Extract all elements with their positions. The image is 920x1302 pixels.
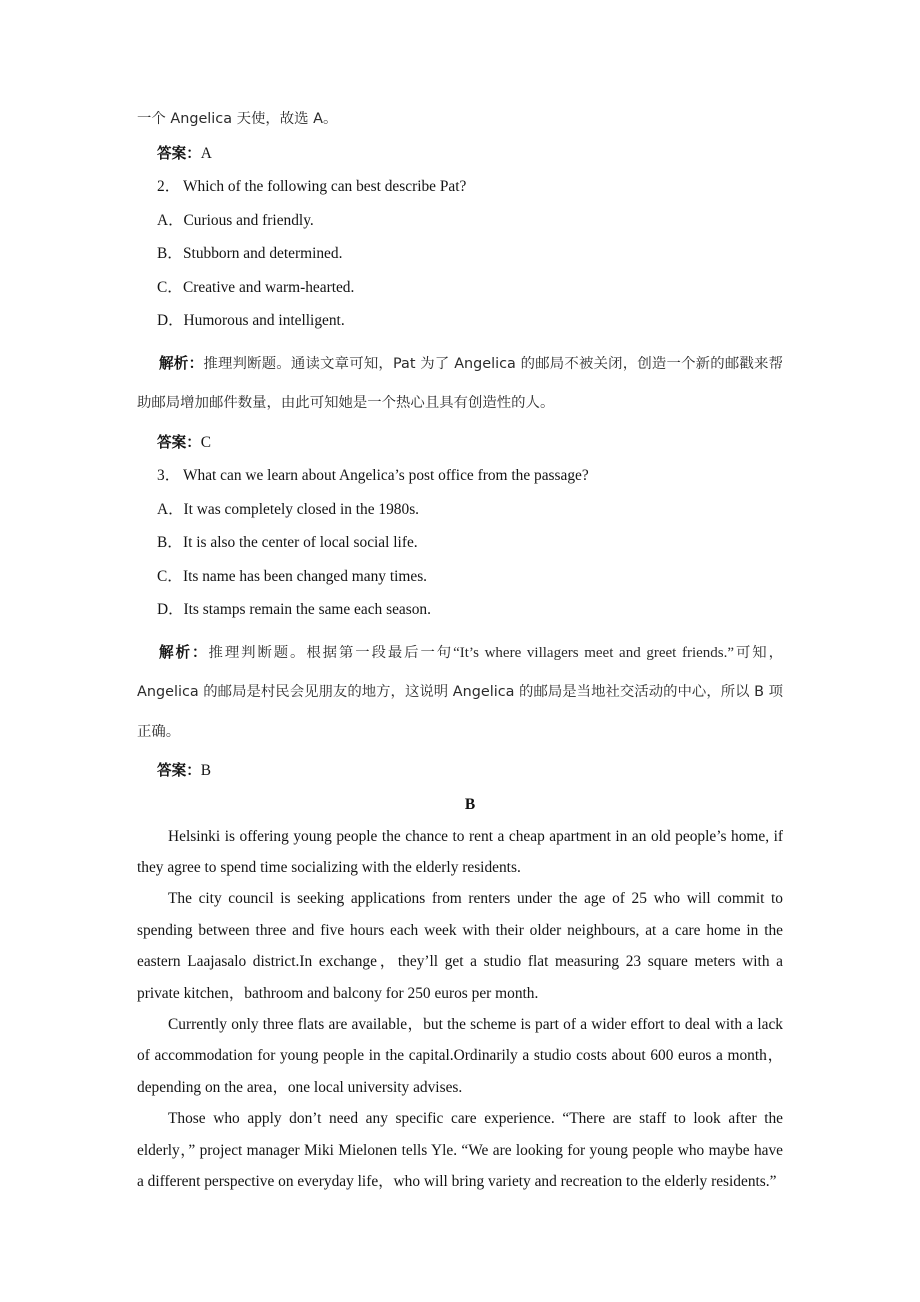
answer-label: 答案：: [157, 144, 201, 162]
answer-row-3: [157, 754, 783, 788]
option-text: Creative and warm-hearted.: [183, 278, 355, 296]
option-text: It is also the center of local social life.: [183, 534, 418, 551]
option-text: It was completely closed in the 1980s.: [183, 500, 420, 518]
option-text: Stubborn and determined.: [183, 245, 343, 262]
explanation-text: 推理判断题。通读文章可知，Pat 为了 Angelica 的邮局不被关闭，创造一个新的邮戳来帮助邮局增加邮件数量，由此可知她是一个热心且具有创造性的人。: [137, 355, 783, 411]
option-row: [157, 304, 783, 338]
option-text: Curious and friendly.: [183, 211, 314, 229]
answer-label: 答案：: [157, 433, 201, 451]
page-content: [137, 103, 783, 1197]
option-letter: A．: [157, 211, 184, 229]
question-3-stem-row: [157, 459, 783, 493]
explanation-text-part1: 推理判断题。根据第一段最后一句: [208, 644, 454, 661]
option-letter: D．: [157, 601, 184, 618]
option-text: Its stamps remain the same each season.: [183, 601, 431, 618]
option-letter: C．: [157, 278, 183, 296]
question-2-stem-row: [157, 170, 783, 204]
section-heading-b: B: [464, 795, 476, 813]
passage-paragraph: Those who apply don’t need any specific care experience. “There are staff to look after the elderly，” project manager Miki Mielonen tells Yle. “We are looking for young people who maybe have a different perspective on everyday life，who will bring variety and recreation to the elderly residents.”: [137, 1110, 783, 1190]
answer-label: 答案：: [157, 762, 201, 779]
explanation-label: 解析：: [159, 643, 209, 661]
answer-row-1: [157, 137, 783, 171]
answer-value: C: [200, 433, 212, 451]
option-letter: B．: [157, 534, 183, 551]
option-row: [157, 271, 783, 305]
passage-paragraph: Helsinki is offering young people the chance to rent a cheap apartment in an old people’s home, if they agree to spend time socializing with the elderly residents.: [137, 827, 783, 876]
question-text: Which of the following can best describe Pat?: [183, 178, 467, 195]
answer-value: A: [200, 144, 212, 162]
option-row: [157, 493, 783, 527]
option-row: [157, 526, 783, 560]
option-letter: A．: [157, 500, 184, 518]
question-number: 3．: [157, 467, 181, 484]
question-text: What can we learn about Angelica’s post office from the passage?: [183, 467, 589, 484]
option-row: [157, 237, 783, 271]
explanation-paragraph-3: [137, 633, 783, 753]
passage-paragraph: Currently only three flats are available，but the scheme is part of a wider effort to deal with a lack of accommodation for young people in the capital.Ordinarily a studio costs about 600 euros a month，depending on the area，one local university advises.: [137, 1015, 783, 1096]
option-row: [157, 560, 783, 594]
carryover-text: 一个 Angelica 天使，故选 A。: [137, 111, 338, 127]
explanation-paragraph-2: [137, 344, 783, 424]
explanation-label: 解析：: [159, 354, 204, 372]
option-text: Humorous and intelligent.: [183, 312, 345, 329]
passage-paragraph: The city council is seeking applications from renters under the age of 25 who will commit to spending between three and five hours each week with their older neighbours, at a care home in the eastern Laajasalo district.In exchange，they’ll get a studio flat measuring 23 square meters with a private kitchen，bathroom and balcony for 250 euros per month.: [137, 890, 783, 1002]
option-letter: C．: [157, 567, 183, 585]
question-number: 2．: [157, 178, 181, 195]
option-letter: B．: [157, 245, 183, 262]
answer-row-2: [157, 426, 783, 460]
option-letter: D．: [157, 312, 184, 329]
explanation-text-part2: 可知，Angelica 的邮局是村民会见朋友的地方，这说明 Angelica 的邮局是当地社交活动的中心，所以 B 项正确。: [137, 644, 783, 740]
option-row: [157, 204, 783, 238]
answer-value: B: [200, 762, 212, 779]
explanation-quote: “It’s where villagers meet and greet friends.”: [453, 644, 735, 661]
option-text: Its name has been changed many times.: [183, 567, 428, 585]
option-row: [157, 593, 783, 627]
